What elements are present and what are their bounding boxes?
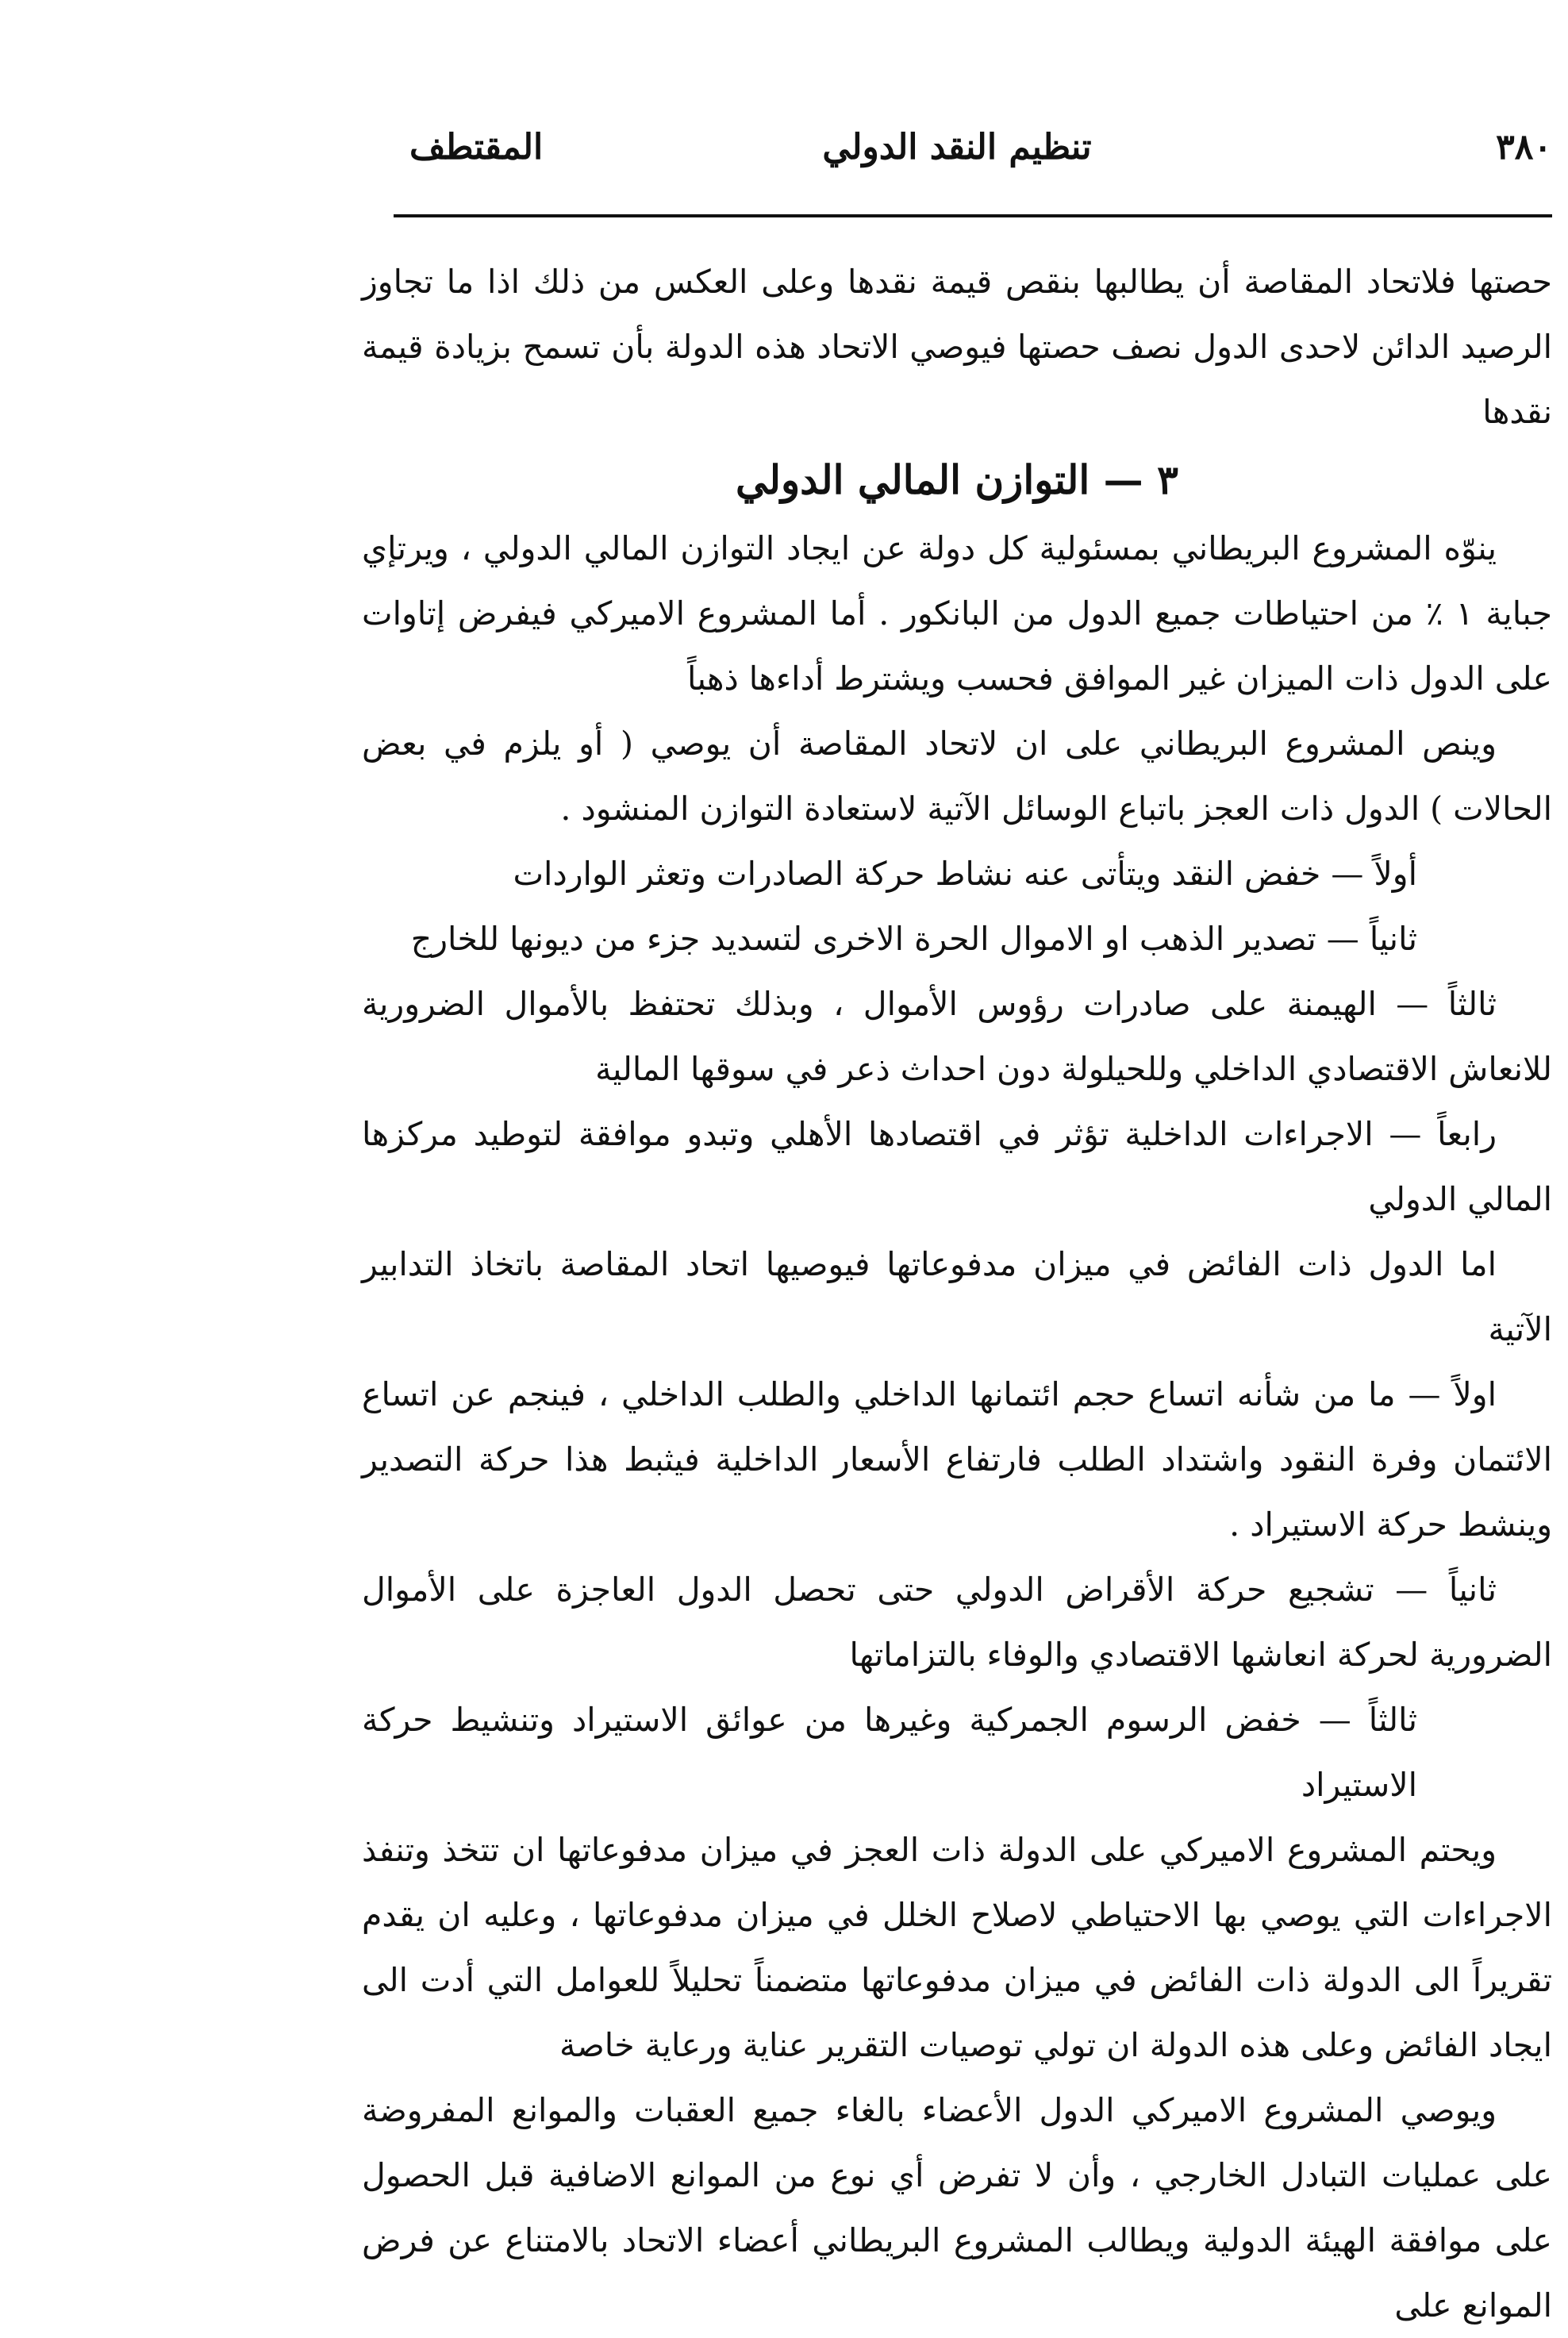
paragraph: ثانياً — تشجيع حركة الأقراض الدولي حتى تحصل الدول العاجزة على الأموال الضرورية لحركة انعاشها الاقتصادي والوفاء بالتزاماتها [362,1571,1552,1674]
paragraph: اما الدول ذات الفائض في ميزان مدفوعاتها فيوصيها اتحاد المقاصة باتخاذ التدابير الآتية [362,1245,1552,1348]
running-title: تنظيم النقد الدولي [822,127,1092,167]
paragraph: اولاً — ما من شأنه اتساع حجم ائتمانها الداخلي والطلب الداخلي ، فينجم عن اتساع الائتمان وفرة النقود واشتداد الطلب فارتفاع الأسعار الداخلية فيثبط هذا حركة التصدير وينشط حركة الاستيراد . [362,1375,1552,1544]
paragraph: رابعاً — الاجراءات الداخلية تؤثر في اقتصادها الأهلي وتبدو موافقة لتوطيد مركزها المالي الدولي [362,1115,1552,1218]
document-page [183,103,1552,2338]
paragraph: ثالثاً — الهيمنة على صادرات رؤوس الأموال ، وبذلك تحتفظ بالأموال الضرورية للانعاش الاقتصادي الداخلي وللحيلولة دون احداث ذعر في سوقها المالية [362,985,1552,1088]
magazine-name: المقتطف [409,127,544,167]
paragraph: ينوّه المشروع البريطاني بمسئولية كل دولة عن ايجاد التوازن المالي الدولي ، ويرتإي جباية ١ ٪ من احتياطات جميع الدول من البانكور . أما المشروع الاميركي فيفرض إتاوات على الدول ذات الميزان غير الموافق فحسب ويشترط أداءها ذهباً [362,529,1552,698]
article-body [362,249,1552,2338]
paragraph: ويحتم المشروع الاميركي على الدولة ذات العجز في ميزان مدفوعاتها ان تتخذ وتنفذ الاجراءات التي يوصي بها الاحتياطي لاصلاح الخلل في ميزان مدفوعاتها ، وعليه ان يقدم تقريراً الى الدولة ذات الفائض في ميزان مدفوعاتها متضمناً تحليلاً للعوامل التي أدت الى ايجاد الفائض وعلى هذه الدولة ان تولي توصيات التقرير عناية ورعاية خاصة [362,1831,1552,2064]
header-divider [394,214,1552,217]
paragraph: ثالثاً — خفض الرسوم الجمركية وغيرها من عوائق الاستيراد وتنشيط حركة الاستيراد [362,1701,1417,1804]
paragraph: حصتها فلاتحاد المقاصة أن يطالبها بنقص قيمة نقدها وعلى العكس من ذلك اذا ما تجاوز الرصيد الدائن لاحدى الدول نصف حصتها فيوصي الاتحاد هذه الدولة بأن تسمح بزيادة قيمة نقدها [362,263,1552,431]
page-number: ٣٨٠ [1496,127,1552,167]
paragraph: ويوصي المشروع الاميركي الدول الأعضاء بالغاء جميع العقبات والموانع المفروضة على عمليات التبادل الخارجي ، وأن لا تفرض أي نوع من الموانع الاضافية قبل الحصول على موافقة الهيئة الدولية ويطالب المشروع البريطاني أعضاء الاتحاد بالامتناع عن فرض الموانع على [362,2091,1552,2325]
paragraph: أولاً — خفض النقد ويتأتى عنه نشاط حركة الصادرات وتعثر الواردات [513,855,1417,893]
page-header [362,103,1552,175]
paragraph: ثانياً — تصدير الذهب او الاموال الحرة الاخرى لتسديد جزء من ديونها للخارج [410,920,1417,958]
section-heading: ٣ — التوازن المالي الدولي [736,456,1178,503]
paragraph: وينص المشروع البريطاني على ان لاتحاد المقاصة أن يوصي ( أو يلزم في بعض الحالات ) الدول ذات العجز باتباع الوسائل الآتية لاستعادة التوازن المنشود . [362,725,1552,828]
